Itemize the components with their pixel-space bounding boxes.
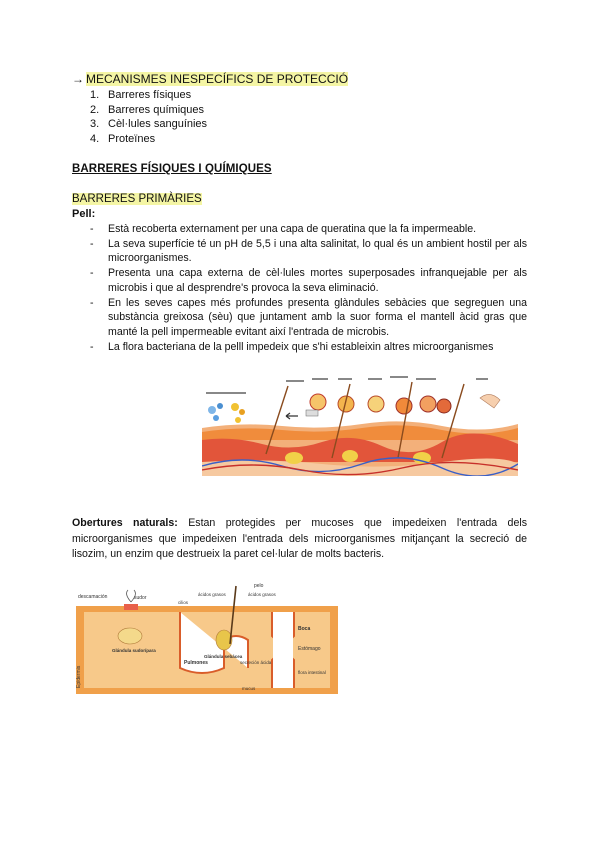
natural-openings-paragraph: Obertures naturals: Estan protegides per mucoses que impedeixen l'entrada dels microorganismes que impedeixen l'entrada dels microorganismes mitjançant la secreció de lisozim, un enzim que destrueix la paret cel·lular de molts bacteris. [72, 517, 527, 560]
skin-barrier-illustration [202, 374, 518, 476]
list-item: 3. Cèl·lules sanguínies [90, 118, 208, 130]
label-descamacion: descamación [78, 594, 108, 600]
label-glandula-sudoripara: Glándula sudorípara [112, 648, 156, 653]
section-heading: BARRERES FÍSIQUES I QUÍMIQUES [72, 163, 272, 175]
list-item: - Està recoberta externament per una capa de queratina que la fa impermeable. [72, 222, 527, 237]
label-flora: flora intestinal [298, 670, 326, 675]
label-sudor: sudor [134, 595, 147, 601]
label-pulmones: Pulmones [184, 660, 208, 666]
pell-heading: Pell: [72, 208, 96, 220]
label-acidos: ácidos grasos [248, 592, 276, 597]
title-text: MECANISMES INESPECÍFICS DE PROTECCIÓ [86, 72, 349, 86]
arrow-icon: → [72, 72, 84, 86]
defense-types-list [72, 88, 207, 146]
list-item: 2. Barreres químiques [90, 103, 204, 116]
natural-openings-diagram [72, 578, 342, 696]
list-item: - En les seves capes més profundes presenta glàndules sebàcies que segreguen una substància greixosa (sèu) que juntament amb la suor forma el mantell àcid gras que manté la pell impermeable evitant així l'entrada de microbis. [72, 296, 527, 340]
list-item: - Presenta una capa externa de cèl·lules mortes superposades infranquejable per als microbis i que al desprendre's provoca la seva eliminació. [72, 266, 527, 295]
label-glandula-sebacea: Glándula sebácea [204, 654, 243, 659]
label-boca: Boca [298, 626, 311, 632]
label-secrecion: secreción ácida [240, 660, 272, 665]
microbes-icon [208, 403, 245, 423]
label-estomago: Estómago [298, 646, 321, 652]
page-title [72, 72, 348, 86]
list-item: - La seva superfície té un pH de 5,5 i una alta salinitat, lo qual és un ambient hostil per als microorganismes. [72, 237, 527, 266]
list-item: 1. Barreres físiques [90, 89, 192, 101]
label-pelo: pelo [254, 583, 264, 589]
list-item: 4. Proteïnes [90, 132, 156, 145]
subheading: BARRERES PRIMÀRIES [72, 193, 202, 205]
label-acidos-grasos: ácidos grasos [198, 592, 226, 597]
label-cilios: cilios [178, 600, 189, 605]
pell-bullet-list [72, 222, 527, 354]
label-mucus: mucus [242, 686, 256, 691]
label-epidermis: Epidermis [76, 665, 82, 688]
list-item: - La flora bacteriana de la pelll impedeix que s'hi estableixin altres microorganismes [72, 340, 527, 355]
